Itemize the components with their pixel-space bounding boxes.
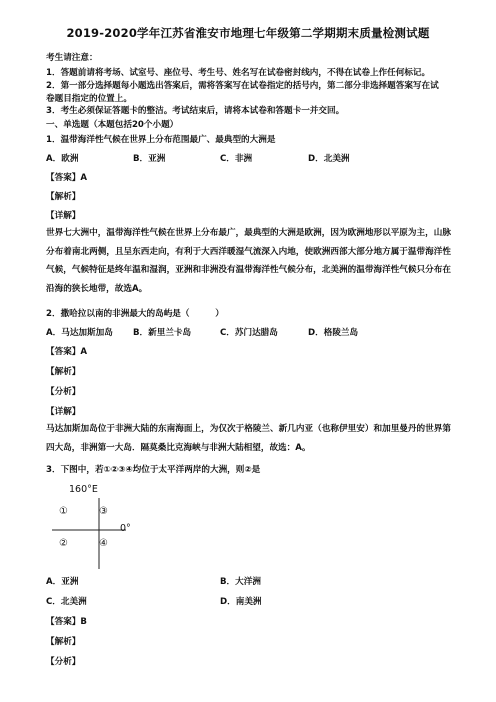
q1-option-d: D．北美洲: [308, 154, 350, 164]
q3-option-b: B．大洋洲: [220, 577, 261, 587]
q3-answer: 【答案】B: [46, 617, 87, 627]
notice-item-2-cont: 卷题目指定的位置上。: [46, 94, 132, 104]
q3-jiexi: 【解析】: [46, 637, 81, 647]
q1-stem: 1．温带海洋性气候在世界上分布范围最广、最典型的大洲是: [46, 135, 276, 145]
quadrant-1-label: ①: [59, 506, 68, 517]
notice-item-3: 3．考生必须保证答题卡的整洁。考试结束后，请将本试卷和答题卡一并交回。: [46, 106, 345, 116]
q2-option-d: D．格陵兰岛: [308, 328, 359, 338]
document-title: 2019-2020学年江苏省淮安市地理七年级第二学期期末质量检测试题: [66, 26, 430, 40]
q2-explanation: 马达加斯加岛位于非洲大陆的东南海面上，为仅次于格陵兰、新几内亚（也称伊里安）和加里曼丹的世界第四大岛，非洲第一大岛．隔莫桑比克海峡与非洲大陆相望，故选：A。: [46, 424, 451, 453]
q2-stem: 2．撒哈拉以南的非洲最大的岛屿是（ ）: [46, 309, 224, 319]
quadrant-4-label: ④: [99, 538, 108, 549]
q1-option-b: B．亚洲: [133, 154, 166, 164]
q3-option-a: A．亚洲: [46, 577, 79, 587]
q2-option-c: C．苏门达腊岛: [220, 328, 278, 338]
q2-option-a: A．马达加斯加岛: [46, 328, 113, 338]
q2-answer: 【答案】A: [46, 347, 88, 357]
q3-stem: 3．下图中，若①②③④均位于太平洋两岸的大洲，则②是: [46, 465, 261, 475]
quadrant-2-label: ②: [59, 538, 68, 549]
notice-heading: 考生请注意：: [46, 53, 98, 63]
q3-option-c: C．北美洲: [46, 597, 87, 607]
q1-jiexi: 【解析】: [46, 192, 81, 202]
q1-explanation: 世界七大洲中，温带海洋性气候在世界上分布最广，最典型的大洲是欧洲，因为欧洲地形以平原为主，山脉分布着南北两侧，且呈东西走向，有利于大西洋暖湿气流深入内地，使欧洲西部大部分地方属于温带海洋性气候，气候特征是终年温和湿润，亚洲和非洲没有温带海洋性气候分布，北美洲的温带海洋性气候只分布在沿海的狭长地带，故选A。: [46, 228, 451, 294]
quadrant-diagram: [52, 484, 162, 569]
notice-item-2: 2．第一部分选择题每小题选出答案后，需将答案写在试卷指定的括号内，第二部分非选择题答案写在试: [46, 81, 439, 91]
q3-option-d: D．南美洲: [220, 597, 262, 607]
q2-option-b: B．新里兰卡岛: [133, 328, 192, 338]
q1-option-c: C．非洲: [220, 154, 253, 164]
q2-fenxi: 【分析】: [46, 387, 81, 397]
section-heading: 一、单选题（本题包括20个小题）: [46, 120, 179, 130]
longitude-label: 160°E: [69, 484, 98, 495]
quadrant-3-label: ③: [99, 506, 108, 517]
q1-option-a: A．欧洲: [46, 154, 79, 164]
notice-item-1: 1．答题前请将考场、试室号、座位号、考生号、姓名写在试卷密封线内，不得在试卷上作任何标记。: [46, 68, 431, 78]
latitude-label: 0°: [120, 523, 131, 534]
q2-xiangjie: 【详解】: [46, 407, 81, 417]
q1-answer: 【答案】A: [46, 173, 88, 183]
q3-fenxi: 【分析】: [46, 657, 81, 667]
q3-quadrant-figure: [52, 484, 162, 569]
q2-jiexi: 【解析】: [46, 367, 81, 377]
q1-xiangjie: 【详解】: [46, 211, 81, 221]
